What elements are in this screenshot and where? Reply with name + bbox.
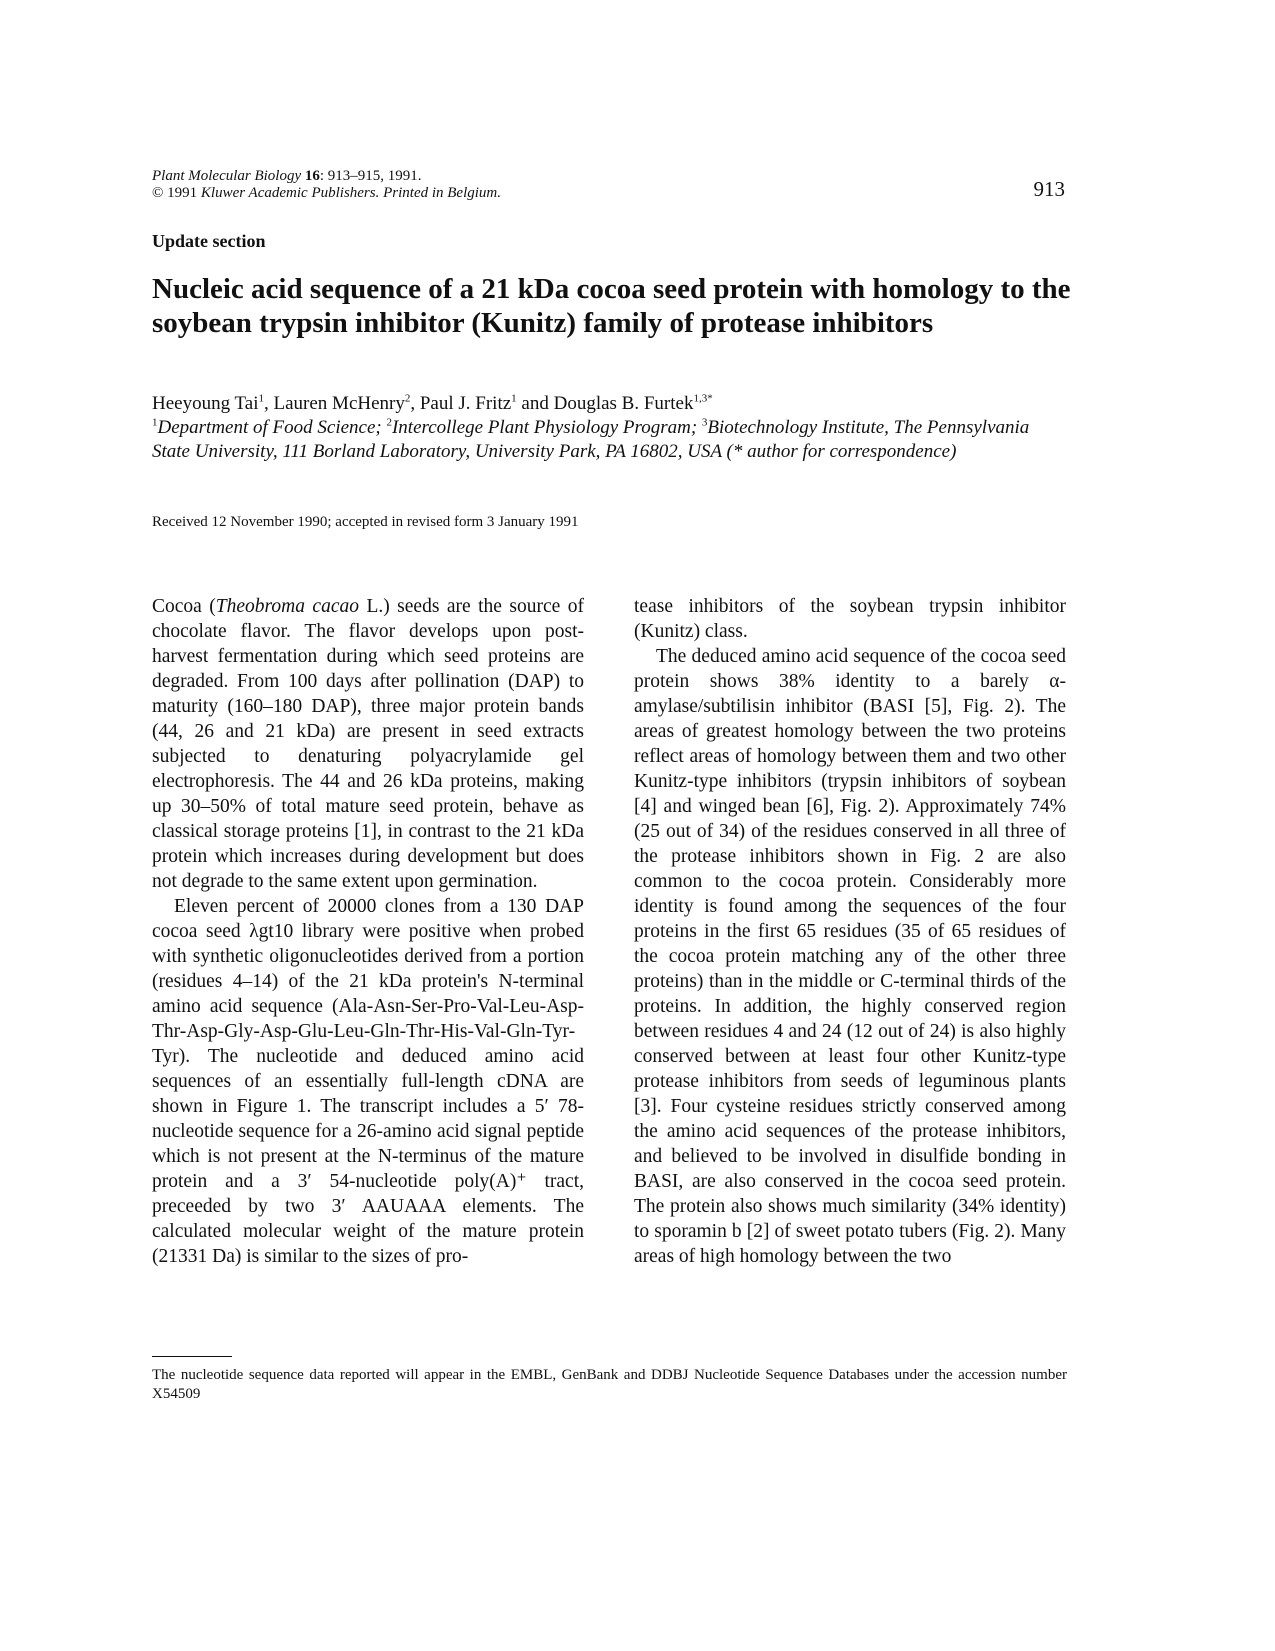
copyright: © 1991 [152, 185, 198, 201]
author-sup: 1 [511, 392, 517, 405]
publisher: Kluwer Academic Publishers. Printed in Belgium. [200, 185, 502, 201]
affiliation-sup: 2 [386, 416, 392, 429]
author-name: Douglas B. Furtek [553, 393, 694, 414]
author-name: Lauren McHenry [273, 393, 405, 414]
author-separator: and [516, 393, 554, 414]
author-name: Paul J. Fritz [419, 393, 512, 414]
body-paragraph: The deduced amino acid sequence of the cocoa seed protein shows 38% identity to a barely α-amylase/subtilisin inhibitor (BASI [5], Fig. 2). The areas of greatest homology between the two proteins reflect areas of homology between them and two other Kunitz-type inhibitors (trypsin inhibitors of soybean [4] and winged bean [6], Fig. 2). Approximately 74% (25 out of 34) of the residues conserved in all three of the protease inhibitors shown in Fig. 2 are also common to the cocoa protein. Considerably more identity is found among the sequences of the four proteins in the first 65 residues (35 of 65 residues of the cocoa protein matching any of the other three proteins) than in the middle or C-terminal thirds of the proteins. In addition, the highly conserved region between residues 4 and 24 (12 out of 24) is also highly conserved between at least four other Kunitz-type protease inhibitors from seeds of leguminous plants [3]. Four cysteine residues strictly conserved among the amino acid sequences of the protease inhibitors, and believed to be involved in disulfide bonding in BASI, are also conserved in the cocoa seed protein. The protein also shows much similarity (34% identity) to sporamin b [2] of sweet potato tubers (Fig. 2). Many areas of high homology between the two [634, 646, 1066, 1267]
body-column-left [152, 594, 584, 1269]
author-name: Heeyoung Tai [152, 393, 259, 414]
author-sup: 1,3* [693, 392, 713, 405]
section-label: Update section [152, 231, 266, 251]
affiliation-sup: 3 [701, 416, 708, 429]
body-paragraph [152, 594, 584, 894]
journal-line-2 [152, 185, 501, 202]
journal-name: Plant Molecular Biology [152, 168, 302, 184]
journal-line-1 [152, 168, 501, 185]
author-separator: , [264, 393, 274, 414]
received-dates: Received 12 November 1990; accepted in revised form 3 January 1991 [152, 514, 579, 530]
journal-pages: : 913–915, 1991. [319, 168, 422, 184]
affiliations [152, 416, 1062, 464]
affiliation-text: Intercollege Plant Physiology Program; [391, 417, 702, 438]
article-title: Nucleic acid sequence of a 21 kDa cocoa seed protein with homology to the soybean trypsin inhibitor (Kunitz) family of protease inhibitors [152, 273, 1071, 339]
author-sup: 1 [258, 392, 264, 405]
journal-citation [152, 168, 501, 202]
body-paragraph: Eleven percent of 20000 clones from a 130 DAP cocoa seed λgt10 library were positive when probed with synthetic oligonucleotides derived from a portion (residues 4–14) of the 21 kDa protein's N-terminal amino acid sequence (Ala-Asn-Ser-Pro-Val-Leu-Asp-Thr-Asp-Gly-Asp-Glu-Leu-Gln-Thr-His-Val-Gln-Tyr-Tyr). The nucleotide and deduced amino acid sequences of an essentially full-length cDNA are shown in Figure 1. The transcript includes a 5′ 78-nucleotide sequence for a 26-amino acid signal peptide which is not present at the N-terminus of the mature protein and a 3′ 54-nucleotide poly(A)⁺ tract, preceeded by two 3′ AAUAAA elements. The calculated molecular weight of the mature protein (21331 Da) is similar to the sizes of pro- [152, 896, 584, 1267]
affiliation-sup: 1 [152, 416, 158, 429]
author-separator: , [410, 393, 420, 414]
body-column-right [634, 594, 1066, 1269]
body-text: L.) seeds are the source of chocolate flavor. The flavor develops upon post-harvest fermentation during which seed proteins are degraded. From 100 days after pollination (DAP) to maturity (160–180 DAP), three major protein bands (44, 26 and 21 kDa) are present in seed extracts subjected to denaturing polyacrylamide gel electrophoresis. The 44 and 26 kDa proteins, making up 30–50% of total mature seed protein, behave as classical storage proteins [1], in contrast to the 21 kDa protein which increases during development but does not degrade to the same extent upon germination. [152, 596, 584, 892]
affiliation-text: Department of Food Science; [157, 417, 387, 438]
page-number: 913 [1033, 177, 1065, 201]
author-list [152, 392, 1052, 416]
footnote-divider [152, 1356, 232, 1357]
author-sup: 2 [404, 392, 411, 405]
species-name: Theobroma cacao [215, 596, 359, 617]
footnote: The nucleotide sequence data reported will appear in the EMBL, GenBank and DDBJ Nucleotide Sequence Databases under the accession number X54509 [152, 1367, 1067, 1402]
body-text: Cocoa ( [152, 596, 216, 617]
journal-volume: 16 [304, 168, 320, 184]
body-paragraph: tease inhibitors of the soybean trypsin inhibitor (Kunitz) class. [634, 596, 1066, 642]
affiliation-text: Biotechnology Institute, The Pennsylvania State University, 111 Borland Laboratory, University Park, PA 16802, USA (* author for correspondence) [152, 417, 1030, 462]
